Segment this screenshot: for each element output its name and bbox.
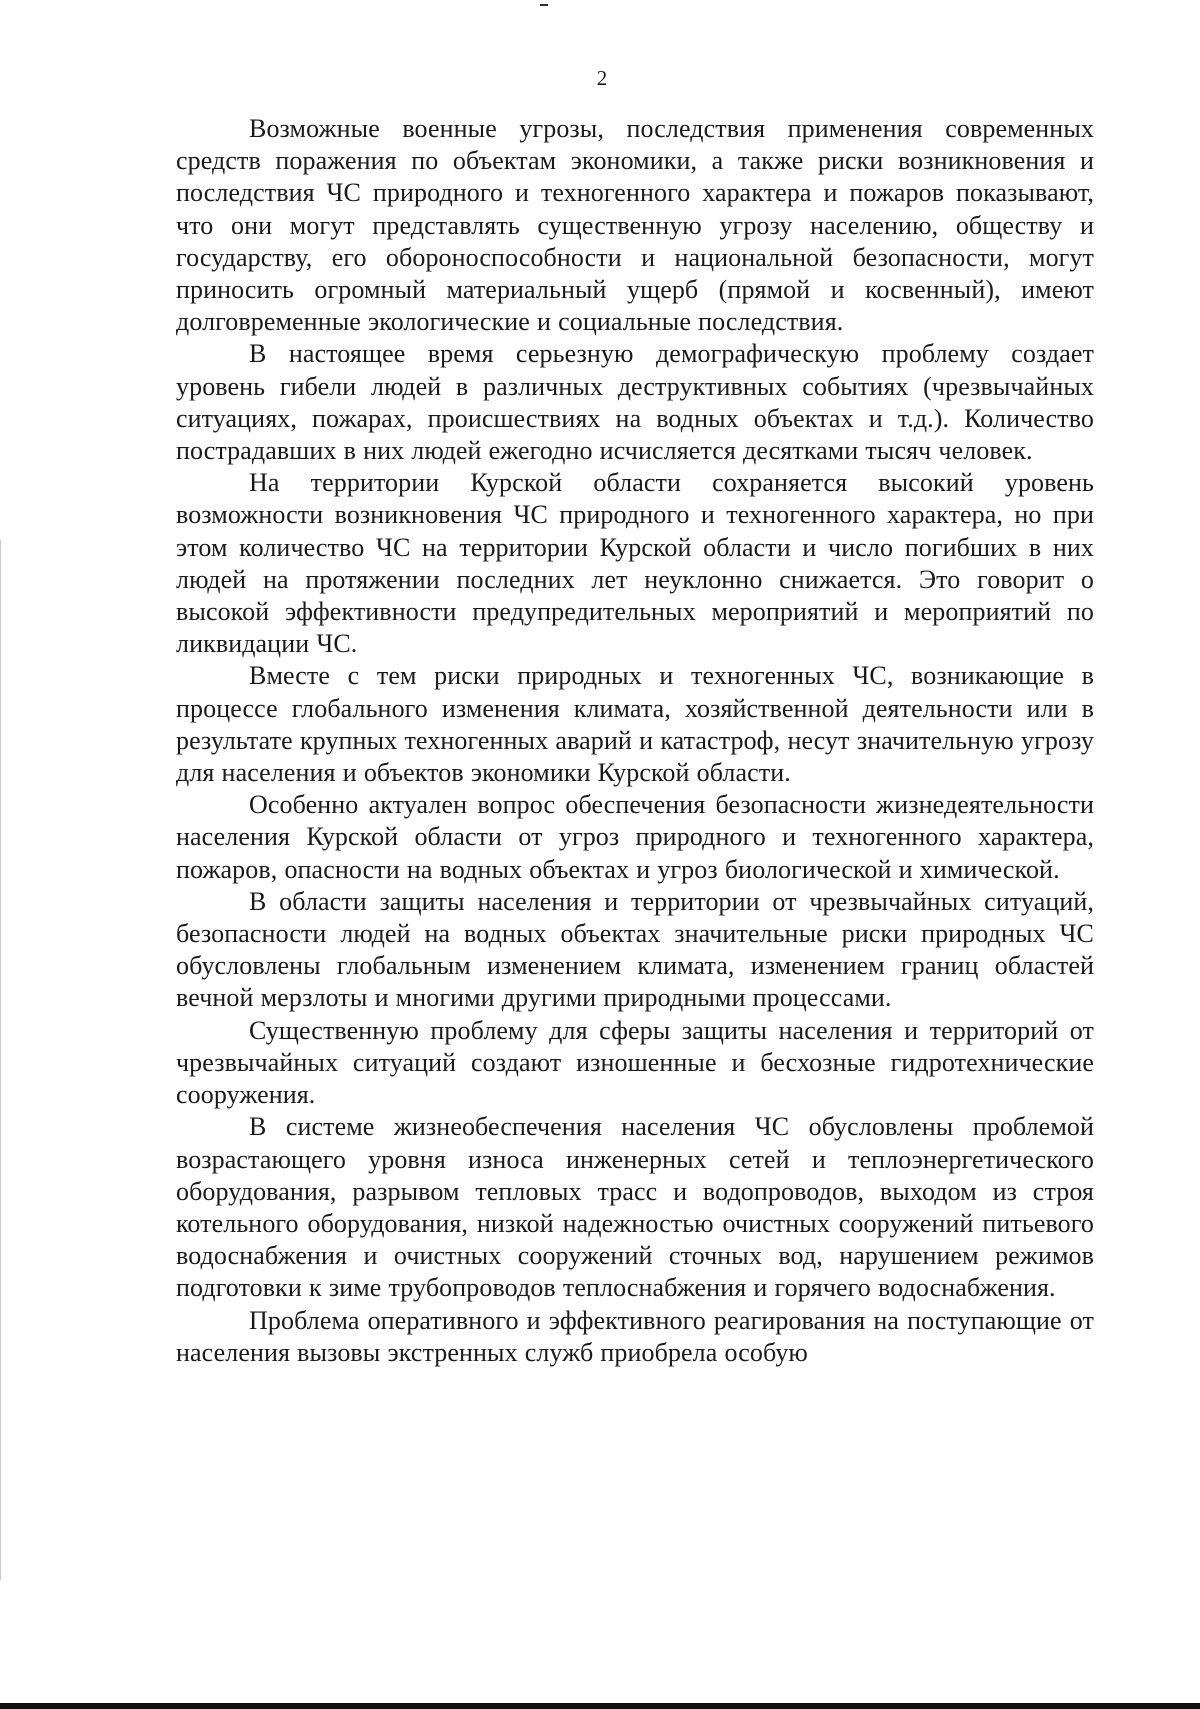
paragraph-kursk-region-level: На территории Курской области сохраняется высокий уровень возможности возникновения ЧС природного и техногенного характера, но при этом количество ЧС на территории Курской области и число погибших в них людей на протяжении последних лет неуклонно снижается. Это говорит о высокой эффективности предупредительных мероприятий и мероприятий по ликвидации ЧС. xyxy=(176,468,1094,659)
paragraph-safety-question: Особенно актуален вопрос обеспечения безопасности жизнедеятельности населения Курской области от угроз природного и техногенного характера, пожаров, опасности на водных объектах и угроз биологической и химической. xyxy=(176,790,1094,884)
paragraph-life-support: В системе жизнеобеспечения населения ЧС обусловлены проблемой возрастающего уровня износа инженерных сетей и теплоэнергетического оборудования, разрывом тепловых трасс и водопроводов, выходом из строя котельного оборудования, низкой надежностью очистных сооружений питьевого водоснабжения и очистных сооружений сточных вод, нарушением режимов подготовки к зиме трубопроводов теплоснабжения и горячего водоснабжения. xyxy=(176,1112,1094,1303)
paragraph-climate-risks: Вместе с тем риски природных и техногенных ЧС, возникающие в процессе глобального изменения климата, хозяйственной деятельности или в результате крупных техногенных аварий и катастроф, несут значительную угрозу для населения и объектов экономики Курской области. xyxy=(176,661,1094,788)
paragraph-military-threats: Возможные военные угрозы, последствия применения современных средств поражения по объектам экономики, а также риски возникновения и последствия ЧС природного и техногенного характера и пожаров показывают, что они могут представлять существенную угрозу населению, обществу и государству, его обороноспособности и национальной безопасности, могут приносить огромный материальный ущерб (прямой и косвенный), имеют долговременные экологические и социальные последствия. xyxy=(176,114,1094,337)
scan-left-edge xyxy=(0,540,1,1580)
paragraph-natural-risks: В области защиты населения и территории от чрезвычайных ситуаций, безопасности людей на водных объектах значительные риски природных ЧС обусловлены глобальным изменением климата, изменением границ областей вечной мерзлоты и многими другими природными процессами. xyxy=(176,886,1094,1013)
scan-artifact-mark xyxy=(540,4,548,6)
paragraph-emergency-response: Проблема оперативного и эффективного реагирования на поступающие от населения вызовы экстренных служб приобрела особую xyxy=(176,1305,1094,1367)
scan-bottom-edge xyxy=(0,1703,1200,1709)
paragraph-hydro-structures: Существенную проблему для сферы защиты населения и территорий от чрезвычайных ситуаций создают изношенные и бесхозные гидротехнические сооружения. xyxy=(176,1015,1094,1110)
document-body xyxy=(176,113,1094,1369)
page-number: 2 xyxy=(596,66,608,90)
paragraph-demographic-problem: В настоящее время серьезную демографическую проблему создает уровень гибели людей в различных деструктивных событиях (чрезвычайных ситуациях, пожарах, происшествиях на водных объектах и т.д.). Количество пострадавших в них людей ежегодно исчисляется десятками тысяч человек. xyxy=(176,339,1094,466)
